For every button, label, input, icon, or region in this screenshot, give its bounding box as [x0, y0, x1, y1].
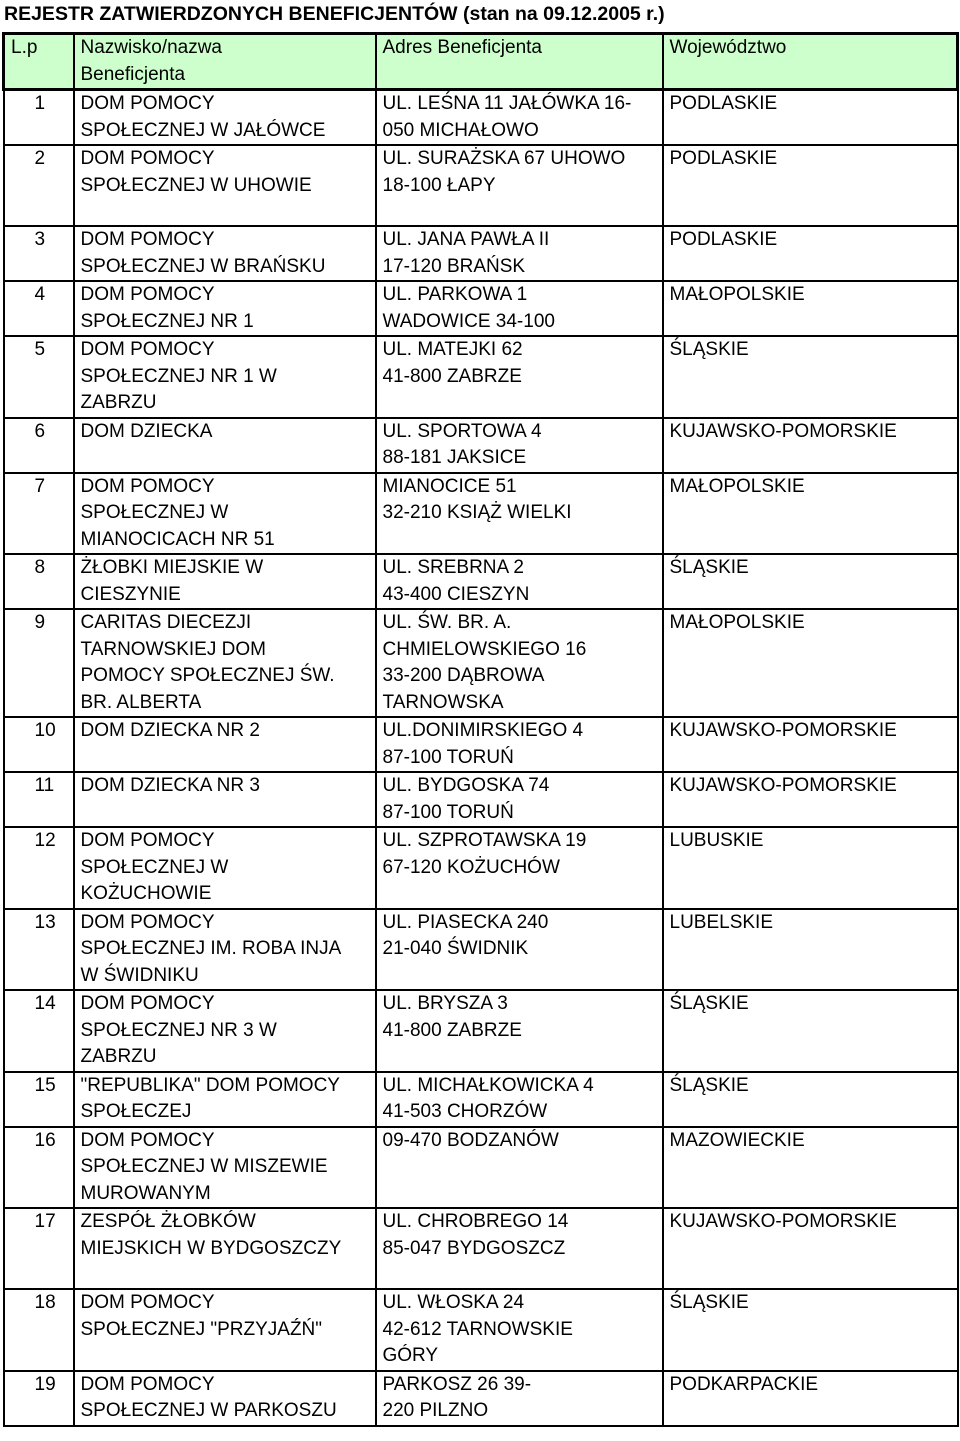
beneficiary-name: DOM POMOCY SPOŁECZNEJ W BRAŃSKU — [74, 226, 376, 281]
beneficiary-name: DOM POMOCY SPOŁECZNEJ W KOŻUCHOWIE — [74, 827, 376, 909]
beneficiary-province: PODLASKIE — [663, 145, 958, 226]
beneficiary-address: UL. PARKOWA 1 WADOWICE 34-100 — [376, 281, 663, 336]
beneficiary-province: KUJAWSKO-POMORSKIE — [663, 1208, 958, 1289]
beneficiary-province: ŚLĄSKIE — [663, 1289, 958, 1371]
beneficiary-address: UL. LEŚNA 11 JAŁÓWKA 16- 050 MICHAŁOWO — [376, 90, 663, 146]
beneficiary-address: UL. PIASECKA 240 21-040 ŚWIDNIK — [376, 909, 663, 991]
header-address: Adres Beneficjenta — [376, 34, 663, 90]
beneficiary-name: DOM POMOCY SPOŁECZNEJ W PARKOSZU — [74, 1371, 376, 1426]
row-number: 9 — [4, 609, 74, 717]
beneficiary-address: 09-470 BODZANÓW — [376, 1127, 663, 1209]
beneficiary-name: DOM POMOCY SPOŁECZNEJ W JAŁÓWCE — [74, 90, 376, 146]
beneficiary-address: UL. CHROBREGO 14 85-047 BYDGOSZCZ — [376, 1208, 663, 1289]
beneficiary-name: DOM DZIECKA NR 3 — [74, 772, 376, 827]
table-row — [4, 336, 958, 418]
row-number: 5 — [4, 336, 74, 418]
table-row — [4, 554, 958, 609]
beneficiary-address: UL. JANA PAWŁA II 17-120 BRAŃSK — [376, 226, 663, 281]
beneficiary-address: UL. SPORTOWA 4 88-181 JAKSICE — [376, 418, 663, 473]
row-number: 1 — [4, 90, 74, 146]
table-row — [4, 772, 958, 827]
row-number: 4 — [4, 281, 74, 336]
beneficiary-name: DOM POMOCY SPOŁECZNEJ NR 3 W ZABRZU — [74, 990, 376, 1072]
beneficiary-province: LUBELSKIE — [663, 909, 958, 991]
beneficiary-province: PODLASKIE — [663, 226, 958, 281]
beneficiary-province: ŚLĄSKIE — [663, 1072, 958, 1127]
beneficiary-name: DOM POMOCY SPOŁECZNEJ NR 1 W ZABRZU — [74, 336, 376, 418]
beneficiary-address: UL. MICHAŁKOWICKA 4 41-503 CHORZÓW — [376, 1072, 663, 1127]
beneficiary-address: UL. BYDGOSKA 74 87-100 TORUŃ — [376, 772, 663, 827]
table-row — [4, 1371, 958, 1426]
row-number: 18 — [4, 1289, 74, 1371]
beneficiary-province: ŚLĄSKIE — [663, 990, 958, 1072]
row-number: 6 — [4, 418, 74, 473]
beneficiary-province: LUBUSKIE — [663, 827, 958, 909]
row-number: 14 — [4, 990, 74, 1072]
table-row — [4, 909, 958, 991]
beneficiaries-table — [2, 32, 959, 1427]
table-row — [4, 418, 958, 473]
beneficiary-name: ZESPÓŁ ŻŁOBKÓW MIEJSKICH W BYDGOSZCZY — [74, 1208, 376, 1289]
beneficiary-province: MAZOWIECKIE — [663, 1127, 958, 1209]
row-number: 8 — [4, 554, 74, 609]
table-header-row — [4, 34, 958, 90]
header-province: Województwo — [663, 34, 958, 90]
table-row — [4, 145, 958, 226]
table-row — [4, 226, 958, 281]
beneficiary-address: UL. MATEJKI 62 41-800 ZABRZE — [376, 336, 663, 418]
beneficiary-address: MIANOCICE 51 32-210 KSIĄŻ WIELKI — [376, 473, 663, 555]
row-number: 16 — [4, 1127, 74, 1209]
header-lp: L.p — [4, 34, 74, 90]
row-number: 15 — [4, 1072, 74, 1127]
table-row — [4, 717, 958, 772]
table-row — [4, 1289, 958, 1371]
beneficiary-address: UL. BRYSZA 3 41-800 ZABRZE — [376, 990, 663, 1072]
beneficiary-address: UL.DONIMIRSKIEGO 4 87-100 TORUŃ — [376, 717, 663, 772]
beneficiary-name: DOM POMOCY SPOŁECZNEJ NR 1 — [74, 281, 376, 336]
beneficiary-province: ŚLĄSKIE — [663, 554, 958, 609]
beneficiary-name: DOM POMOCY SPOŁECZNEJ W MISZEWIE MUROWANYM — [74, 1127, 376, 1209]
beneficiary-province: KUJAWSKO-POMORSKIE — [663, 418, 958, 473]
beneficiary-name: ŻŁOBKI MIEJSKIE W CIESZYNIE — [74, 554, 376, 609]
beneficiary-province: MAŁOPOLSKIE — [663, 473, 958, 555]
row-number: 11 — [4, 772, 74, 827]
row-number: 2 — [4, 145, 74, 226]
row-number: 12 — [4, 827, 74, 909]
header-name: Nazwisko/nazwa Beneficjenta — [74, 34, 376, 90]
beneficiary-address: PARKOSZ 26 39- 220 PILZNO — [376, 1371, 663, 1426]
table-row — [4, 990, 958, 1072]
beneficiary-address: UL. SREBRNA 2 43-400 CIESZYN — [376, 554, 663, 609]
row-number: 7 — [4, 473, 74, 555]
beneficiary-name: DOM POMOCY SPOŁECZNEJ IM. ROBA INJA W ŚWIDNIKU — [74, 909, 376, 991]
table-row — [4, 1208, 958, 1289]
beneficiary-address: UL. SURAŻSKA 67 UHOWO 18-100 ŁAPY — [376, 145, 663, 226]
row-number: 3 — [4, 226, 74, 281]
table-row — [4, 1127, 958, 1209]
beneficiary-name: DOM POMOCY SPOŁECZNEJ W UHOWIE — [74, 145, 376, 226]
row-number: 19 — [4, 1371, 74, 1426]
beneficiary-province: KUJAWSKO-POMORSKIE — [663, 772, 958, 827]
beneficiary-name: DOM POMOCY SPOŁECZNEJ W MIANOCICACH NR 51 — [74, 473, 376, 555]
beneficiary-province: PODKARPACKIE — [663, 1371, 958, 1426]
beneficiary-address: UL. WŁOSKA 24 42-612 TARNOWSKIE GÓRY — [376, 1289, 663, 1371]
table-row — [4, 827, 958, 909]
beneficiary-name: "REPUBLIKA" DOM POMOCY SPOŁECZEJ — [74, 1072, 376, 1127]
table-row — [4, 1072, 958, 1127]
beneficiary-name: CARITAS DIECEZJI TARNOWSKIEJ DOM POMOCY SPOŁECZNEJ ŚW. BR. ALBERTA — [74, 609, 376, 717]
row-number: 17 — [4, 1208, 74, 1289]
beneficiary-name: DOM DZIECKA — [74, 418, 376, 473]
table-row — [4, 90, 958, 146]
beneficiary-address: UL. ŚW. BR. A. CHMIELOWSKIEGO 16 33-200 DĄBROWA TARNOWSKA — [376, 609, 663, 717]
table-row — [4, 473, 958, 555]
beneficiary-province: ŚLĄSKIE — [663, 336, 958, 418]
row-number: 10 — [4, 717, 74, 772]
beneficiary-province: MAŁOPOLSKIE — [663, 609, 958, 717]
beneficiary-address: UL. SZPROTAWSKA 19 67-120 KOŻUCHÓW — [376, 827, 663, 909]
beneficiary-province: PODLASKIE — [663, 90, 958, 146]
row-number: 13 — [4, 909, 74, 991]
document-title: REJESTR ZATWIERDZONYCH BENEFICJENTÓW (stan na 09.12.2005 r.) — [4, 3, 665, 25]
beneficiary-province: MAŁOPOLSKIE — [663, 281, 958, 336]
table-row — [4, 609, 958, 717]
beneficiary-name: DOM POMOCY SPOŁECZNEJ "PRZYJAŹŃ" — [74, 1289, 376, 1371]
beneficiary-name: DOM DZIECKA NR 2 — [74, 717, 376, 772]
beneficiary-province: KUJAWSKO-POMORSKIE — [663, 717, 958, 772]
table-row — [4, 281, 958, 336]
